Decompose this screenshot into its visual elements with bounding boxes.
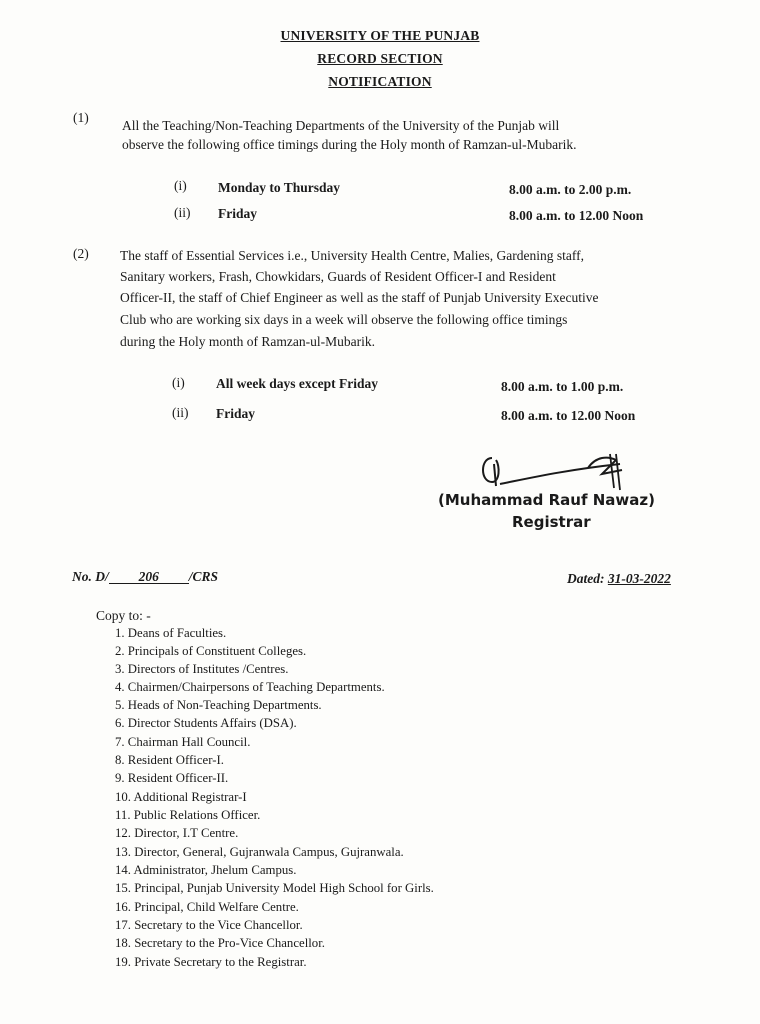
para2-line: during the Holy month of Ramzan-ul-Mubarik. [120, 334, 375, 349]
timing-hours: 8.00 a.m. to 12.00 Noon [501, 408, 636, 423]
signatory-title: Registrar [512, 513, 591, 531]
reference-date [567, 571, 671, 587]
copy-to-item: 15. Principal, Punjab University Model High School for Girls. [115, 881, 434, 895]
copy-to-item: 4. Chairmen/Chairpersons of Teaching Departments. [115, 680, 385, 694]
copy-to-item: 12. Director, I.T Centre. [115, 826, 239, 840]
timing-hours: 8.00 a.m. to 2.00 p.m. [509, 182, 632, 197]
copy-to-item: 13. Director, General, Gujranwala Campus, Gujranwala. [115, 845, 404, 859]
copy-to-item: 6. Director Students Affairs (DSA). [115, 716, 297, 730]
copy-to-item: 7. Chairman Hall Council. [115, 735, 251, 749]
timing-hours: 8.00 a.m. to 12.00 Noon [509, 208, 644, 223]
timing-hours: 8.00 a.m. to 1.00 p.m. [501, 379, 624, 394]
reference-number [72, 569, 218, 585]
section-heading: RECORD SECTION [317, 51, 443, 66]
reference-suffix: /CRS [188, 569, 219, 584]
copy-to-item: 11. Public Relations Officer. [115, 808, 261, 822]
signatory-name: (Muhammad Rauf Nawaz) [438, 491, 655, 509]
para2-number: (2) [73, 246, 89, 261]
copy-to-item: 1. Deans of Faculties. [115, 626, 227, 640]
copy-to-item: 14. Administrator, Jhelum Campus. [115, 863, 297, 877]
para1-line: observe the following office timings during the Holy month of Ramzan-ul-Mubarik. [122, 137, 577, 152]
copy-to-item: 16. Principal, Child Welfare Centre. [115, 900, 299, 914]
timing-label: (i) [174, 178, 187, 193]
para1-line: All the Teaching/Non-Teaching Departments of the University of the Punjab will [122, 118, 560, 133]
copy-to-item: 9. Resident Officer-II. [115, 771, 229, 785]
copy-to-item: 5. Heads of Non-Teaching Departments. [115, 698, 322, 712]
reference-number-value: 206 [109, 570, 189, 584]
copy-to-heading: Copy to: - [96, 608, 151, 623]
para2-line: Club who are working six days in a week will observe the following office timings [120, 312, 568, 327]
para2-line: The staff of Essential Services i.e., University Health Centre, Malies, Gardening staff, [120, 248, 584, 263]
copy-to-item: 17. Secretary to the Vice Chancellor. [115, 918, 303, 932]
reference-prefix: No. D/ [72, 569, 109, 584]
timing-label: (ii) [174, 205, 191, 220]
copy-to-item: 10. Additional Registrar-I [115, 790, 247, 804]
para2-line: Officer-II, the staff of Chief Engineer as well as the staff of Punjab University Executive [120, 290, 599, 305]
timing-days: Friday [218, 206, 257, 221]
timing-days: Monday to Thursday [218, 180, 341, 195]
copy-to-item: 19. Private Secretary to the Registrar. [115, 955, 307, 969]
timing-days: All week days except Friday [216, 376, 378, 391]
copy-to-item: 2. Principals of Constituent Colleges. [115, 644, 307, 658]
date-value: 31-03-2022 [607, 571, 671, 586]
copy-to-item: 18. Secretary to the Pro-Vice Chancellor. [115, 936, 325, 950]
timing-days: Friday [216, 406, 255, 421]
date-label: Dated: [567, 571, 608, 586]
timing-label: (ii) [172, 405, 189, 420]
copy-to-item: 3. Directors of Institutes /Centres. [115, 662, 289, 676]
notification-heading: NOTIFICATION [328, 74, 432, 89]
para1-number: (1) [73, 110, 89, 125]
para2-line: Sanitary workers, Frash, Chowkidars, Guards of Resident Officer-I and Resident [120, 269, 556, 284]
timing-label: (i) [172, 375, 185, 390]
copy-to-item: 8. Resident Officer-I. [115, 753, 224, 767]
university-heading: UNIVERSITY OF THE PUNJAB [280, 28, 480, 43]
